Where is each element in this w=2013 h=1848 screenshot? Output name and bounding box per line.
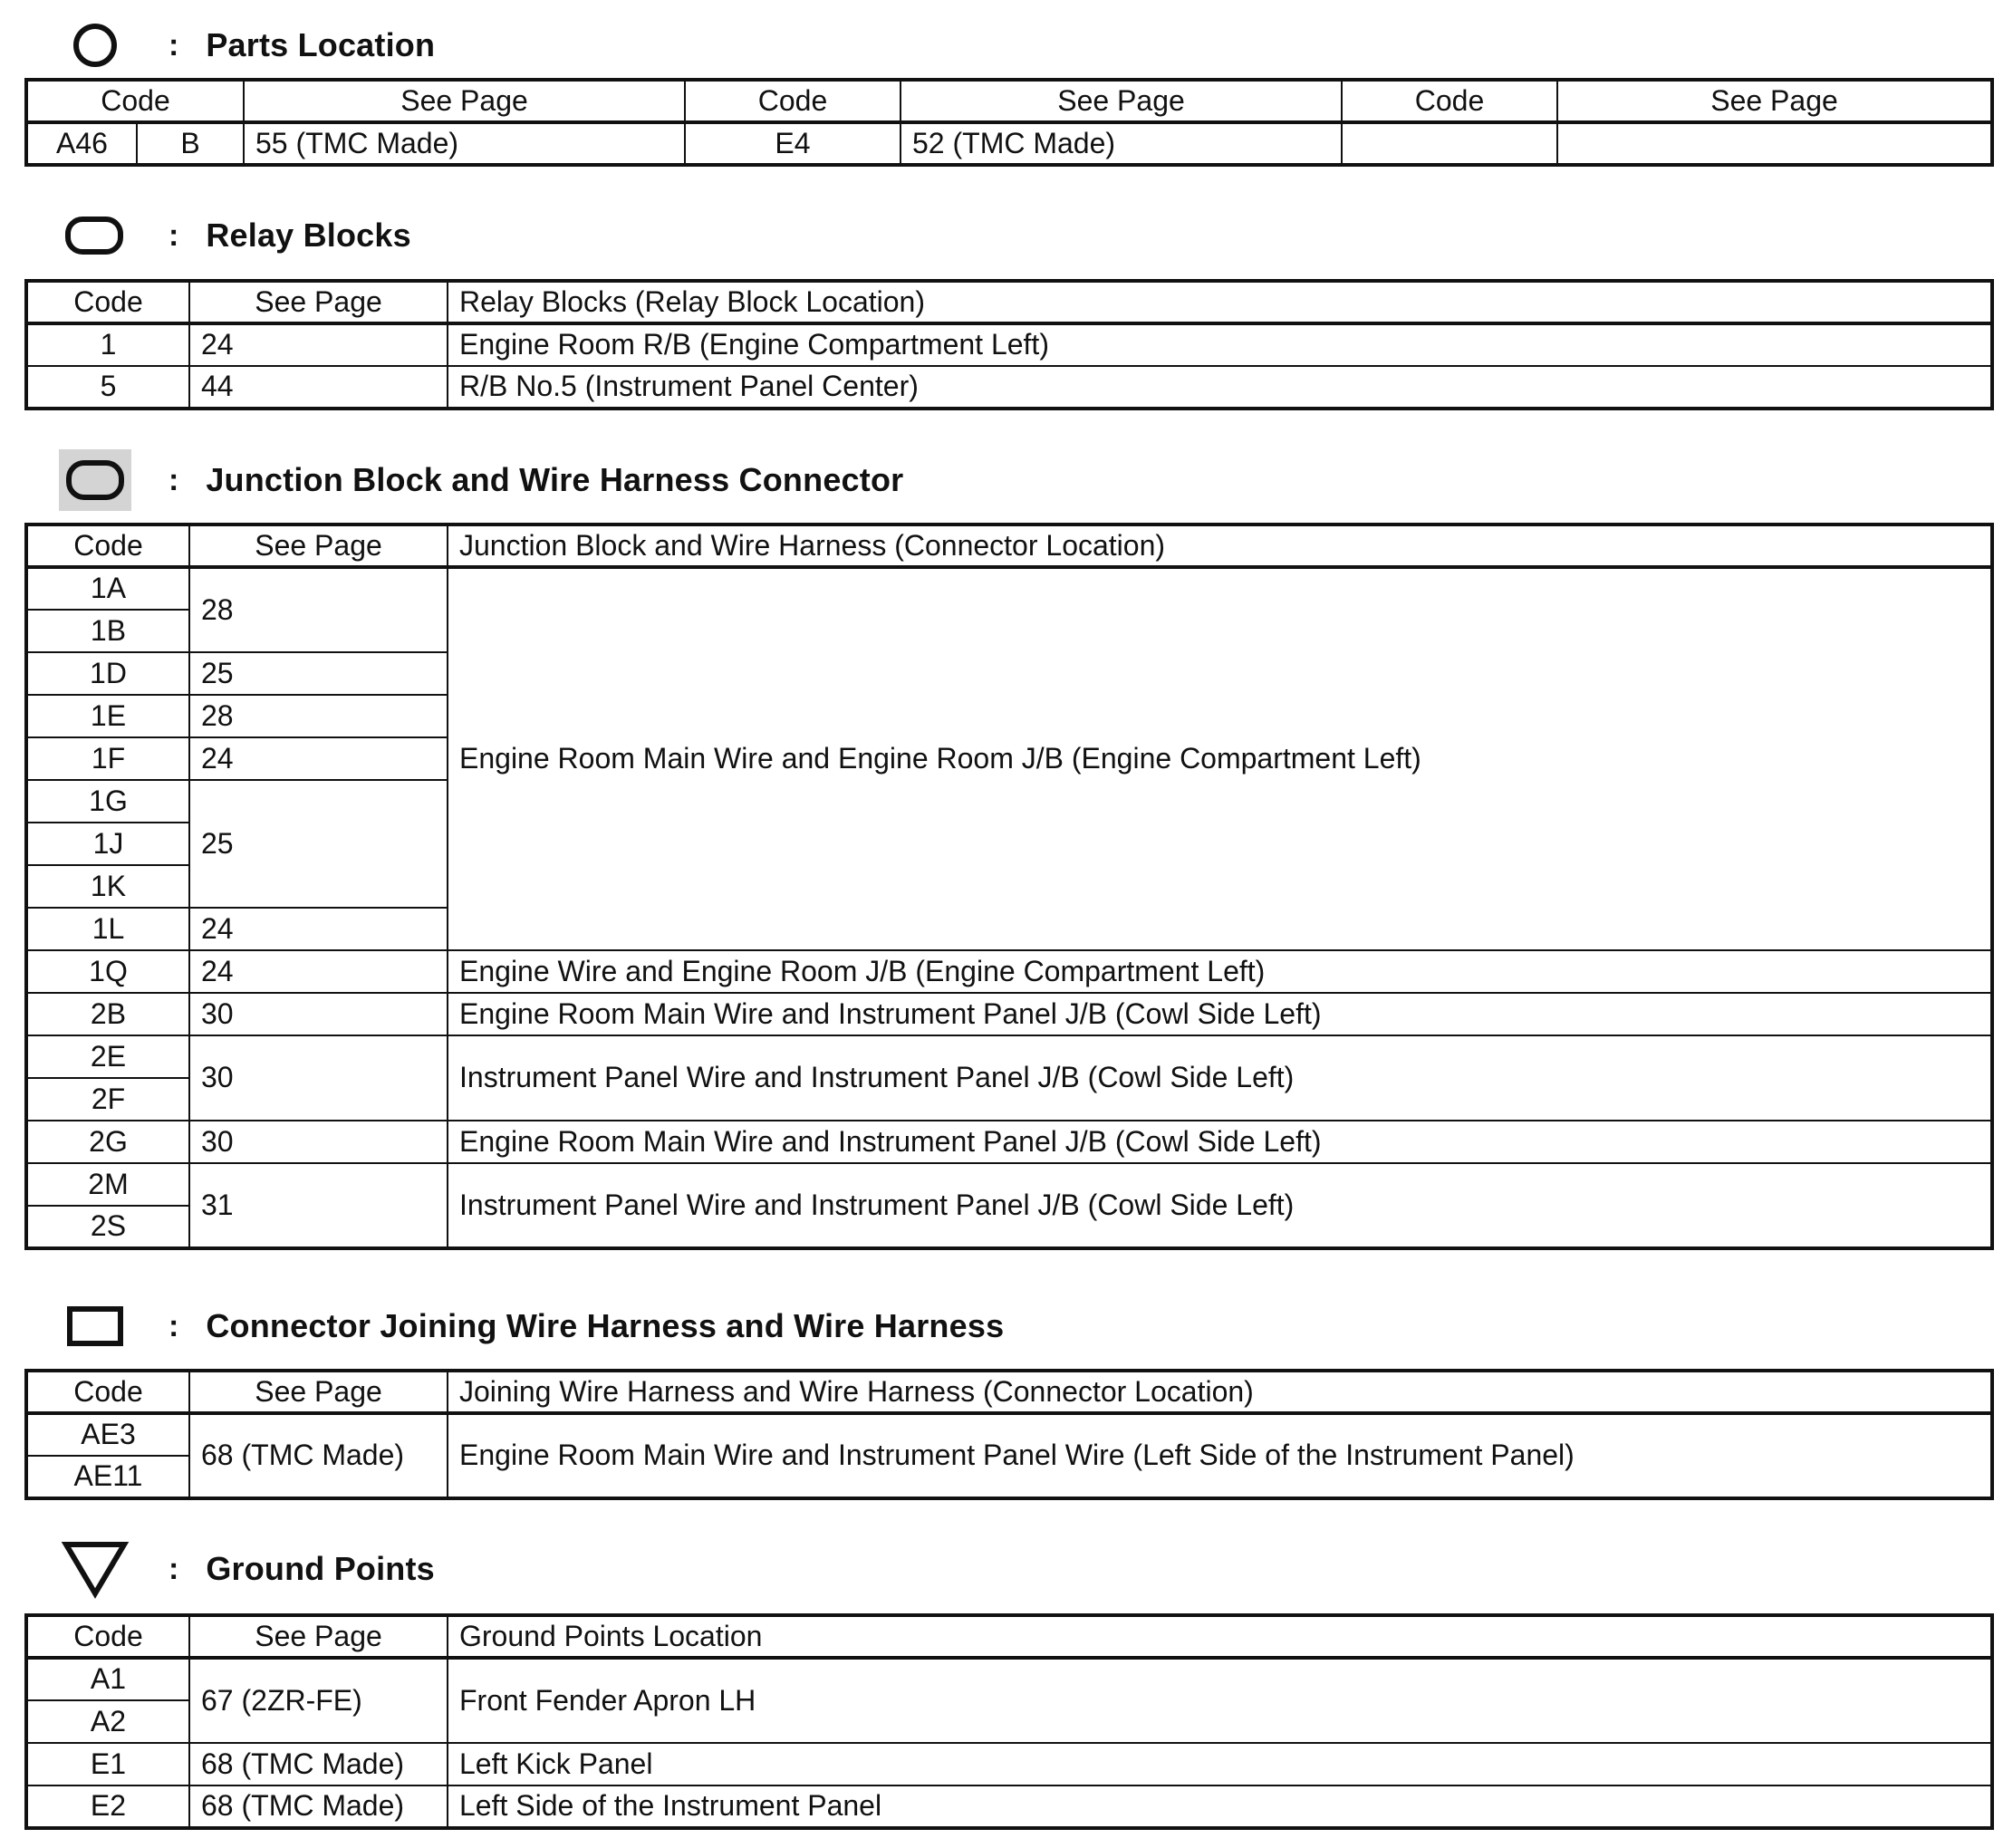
header-see-page: See Page xyxy=(189,1371,448,1413)
code-cell: A1 xyxy=(26,1658,189,1700)
table-row xyxy=(26,1413,1992,1456)
header-location: Junction Block and Wire Harness (Connector Location) xyxy=(448,525,1992,567)
code-cell: A46 xyxy=(26,122,137,165)
page-cell xyxy=(1557,122,1992,165)
page-cell: 28 xyxy=(189,695,448,737)
table-row xyxy=(26,122,1992,165)
table-row xyxy=(26,993,1992,1035)
ground-points-table xyxy=(24,1613,1994,1830)
code-cell: 1J xyxy=(26,823,189,865)
header-location: Ground Points Location xyxy=(448,1615,1992,1658)
shaded-rounded-rect-icon xyxy=(54,453,136,507)
table-row xyxy=(26,323,1992,366)
table-row xyxy=(26,950,1992,993)
header-see-page: See Page xyxy=(244,80,685,122)
code-cell: 5 xyxy=(26,366,189,409)
location-cell: Engine Wire and Engine Room J/B (Engine Compartment Left) xyxy=(448,950,1992,993)
page-cell: 68 (TMC Made) xyxy=(189,1785,448,1828)
ground-points-heading xyxy=(54,1542,435,1596)
page-cell: 68 (TMC Made) xyxy=(189,1743,448,1785)
page-cell: 30 xyxy=(189,993,448,1035)
relay-blocks-title: Relay Blocks xyxy=(206,217,411,254)
header-location: Joining Wire Harness and Wire Harness (Connector Location) xyxy=(448,1371,1992,1413)
code-cell: AE3 xyxy=(26,1413,189,1456)
code-cell: 2B xyxy=(26,993,189,1035)
parts-location-table xyxy=(24,78,1994,167)
table-row xyxy=(26,1785,1992,1828)
section-separator: : xyxy=(169,1551,179,1586)
header-code: Code xyxy=(685,80,901,122)
location-cell: Instrument Panel Wire and Instrument Panel J/B (Cowl Side Left) xyxy=(448,1163,1992,1248)
code-cell: 1E xyxy=(26,695,189,737)
location-cell: Front Fender Apron LH xyxy=(448,1658,1992,1743)
table-row xyxy=(26,1163,1992,1206)
ground-points-title: Ground Points xyxy=(206,1550,435,1587)
header-see-page: See Page xyxy=(189,281,448,323)
code-cell: 1Q xyxy=(26,950,189,993)
code-cell: E4 xyxy=(685,122,901,165)
code-cell: 2G xyxy=(26,1121,189,1163)
header-location: Relay Blocks (Relay Block Location) xyxy=(448,281,1992,323)
table-row xyxy=(26,567,1992,610)
table-header-row xyxy=(26,1371,1992,1413)
parts-location-heading xyxy=(54,18,435,72)
header-code: Code xyxy=(26,1615,189,1658)
page-cell: 31 xyxy=(189,1163,448,1248)
page-cell: 24 xyxy=(189,950,448,993)
connector-joining-heading xyxy=(54,1299,1004,1353)
table-header-row xyxy=(26,80,1992,122)
relay-blocks-table xyxy=(24,279,1994,410)
location-cell: R/B No.5 (Instrument Panel Center) xyxy=(448,366,1992,409)
code-cell: 2F xyxy=(26,1078,189,1121)
header-code: Code xyxy=(1342,80,1557,122)
page-cell: 24 xyxy=(189,908,448,950)
location-cell: Left Kick Panel xyxy=(448,1743,1992,1785)
header-see-page: See Page xyxy=(189,1615,448,1658)
page-cell: 30 xyxy=(189,1035,448,1121)
table-row xyxy=(26,1658,1992,1700)
header-see-page: See Page xyxy=(901,80,1342,122)
circle-icon xyxy=(54,18,136,72)
code-cell: 1 xyxy=(26,323,189,366)
junction-block-title: Junction Block and Wire Harness Connector xyxy=(206,461,904,498)
square-rect-icon xyxy=(54,1299,136,1353)
location-cell: Engine Room Main Wire and Engine Room J/B (Engine Compartment Left) xyxy=(448,567,1992,950)
table-header-row xyxy=(26,1615,1992,1658)
table-header-row xyxy=(26,525,1992,567)
page-cell: 68 (TMC Made) xyxy=(189,1413,448,1498)
location-cell: Engine Room R/B (Engine Compartment Left) xyxy=(448,323,1992,366)
junction-block-heading xyxy=(54,453,903,507)
code-cell: 1A xyxy=(26,567,189,610)
rounded-rect-icon xyxy=(54,208,136,263)
connector-joining-title: Connector Joining Wire Harness and Wire Harness xyxy=(206,1307,1005,1344)
code-cell: E2 xyxy=(26,1785,189,1828)
page-cell: 24 xyxy=(189,737,448,780)
header-code: Code xyxy=(26,1371,189,1413)
code-cell: 2E xyxy=(26,1035,189,1078)
code-cell: 1L xyxy=(26,908,189,950)
header-code: Code xyxy=(26,80,244,122)
down-triangle-icon xyxy=(54,1542,136,1596)
location-cell: Engine Room Main Wire and Instrument Panel Wire (Left Side of the Instrument Panel) xyxy=(448,1413,1992,1498)
page-cell: 28 xyxy=(189,567,448,652)
code-cell: 1G xyxy=(26,780,189,823)
page-cell: 30 xyxy=(189,1121,448,1163)
code-cell: 2M xyxy=(26,1163,189,1206)
code-cell: A2 xyxy=(26,1700,189,1743)
page-cell: 52 (TMC Made) xyxy=(901,122,1342,165)
page-cell: 44 xyxy=(189,366,448,409)
section-separator: : xyxy=(169,1308,179,1343)
page-cell: 67 (2ZR-FE) xyxy=(189,1658,448,1743)
table-row xyxy=(26,1035,1992,1078)
section-separator: : xyxy=(169,462,179,497)
table-row xyxy=(26,1121,1992,1163)
connector-joining-table xyxy=(24,1369,1994,1500)
page-cell: 25 xyxy=(189,780,448,908)
relay-blocks-heading xyxy=(54,208,411,263)
section-separator: : xyxy=(169,27,179,63)
code-cell xyxy=(1342,122,1557,165)
location-cell: Instrument Panel Wire and Instrument Panel J/B (Cowl Side Left) xyxy=(448,1035,1992,1121)
code-cell: 1B xyxy=(26,610,189,652)
table-row xyxy=(26,1743,1992,1785)
header-code: Code xyxy=(26,281,189,323)
table-header-row xyxy=(26,281,1992,323)
header-code: Code xyxy=(26,525,189,567)
code-cell: AE11 xyxy=(26,1456,189,1498)
parts-location-title: Parts Location xyxy=(206,26,436,63)
location-cell: Left Side of the Instrument Panel xyxy=(448,1785,1992,1828)
section-separator: : xyxy=(169,217,179,253)
junction-block-table xyxy=(24,523,1994,1250)
code-cell: 2S xyxy=(26,1206,189,1248)
location-cell: Engine Room Main Wire and Instrument Panel J/B (Cowl Side Left) xyxy=(448,993,1992,1035)
code-cell: 1F xyxy=(26,737,189,780)
code-cell: 1K xyxy=(26,865,189,908)
code-cell: E1 xyxy=(26,1743,189,1785)
table-row xyxy=(26,366,1992,409)
location-cell: Engine Room Main Wire and Instrument Panel J/B (Cowl Side Left) xyxy=(448,1121,1992,1163)
page-cell: 55 (TMC Made) xyxy=(244,122,685,165)
page-cell: 24 xyxy=(189,323,448,366)
page-cell: 25 xyxy=(189,652,448,695)
header-see-page: See Page xyxy=(189,525,448,567)
header-see-page: See Page xyxy=(1557,80,1992,122)
code-cell: 1D xyxy=(26,652,189,695)
code-sub-cell: B xyxy=(137,122,244,165)
